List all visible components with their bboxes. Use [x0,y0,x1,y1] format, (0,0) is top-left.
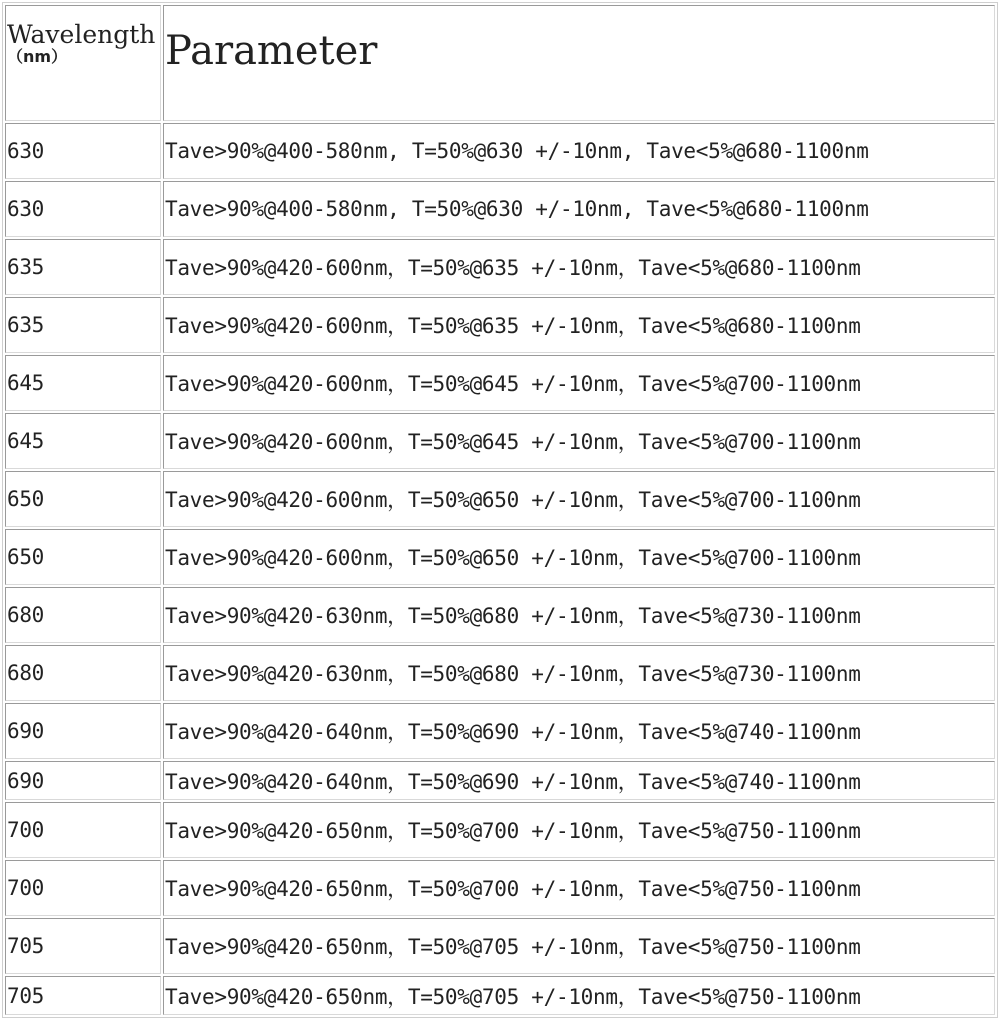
wavelength-cell: 690 [5,761,161,800]
wavelength-cell: 630 [5,123,161,179]
wavelength-header-unit: （nm） [7,47,68,66]
table-row [5,239,995,295]
wavelength-cell: 680 [5,645,161,701]
table-row [5,860,995,916]
table-row [5,703,995,759]
wavelength-cell: 635 [5,239,161,295]
wavelength-cell: 635 [5,297,161,353]
wavelength-cell: 690 [5,703,161,759]
table-row [5,181,995,237]
parameter-cell: Tave>90%@420-630nm，T=50%@680 +/-10nm，Tave<5%@730-1100nm [163,645,995,701]
parameter-cell: Tave>90%@420-640nm，T=50%@690 +/-10nm，Tave<5%@740-1100nm [163,703,995,759]
parameter-cell: Tave>90%@420-600nm，T=50%@650 +/-10nm，Tave<5%@700-1100nm [163,529,995,585]
parameter-cell: Tave>90%@420-600nm，T=50%@635 +/-10nm，Tave<5%@680-1100nm [163,297,995,353]
table-row [5,761,995,800]
table-header-row [5,5,995,121]
table-row [5,355,995,411]
parameter-cell: Tave>90%@420-650nm，T=50%@700 +/-10nm，Tave<5%@750-1100nm [163,802,995,858]
parameter-cell: Tave>90%@420-600nm，T=50%@645 +/-10nm，Tave<5%@700-1100nm [163,355,995,411]
wavelength-cell: 700 [5,802,161,858]
wavelength-header-label: Wavelength [7,20,156,49]
parameter-cell: Tave>90%@420-600nm，T=50%@635 +/-10nm，Tave<5%@680-1100nm [163,239,995,295]
parameter-cell: Tave>90%@420-600nm，T=50%@645 +/-10nm，Tave<5%@700-1100nm [163,413,995,469]
parameter-cell: Tave>90%@420-630nm，T=50%@680 +/-10nm，Tave<5%@730-1100nm [163,587,995,643]
table-row [5,645,995,701]
wavelength-cell: 705 [5,976,161,1015]
table-row [5,529,995,585]
wavelength-cell: 630 [5,181,161,237]
table-row [5,123,995,179]
wavelength-cell: 700 [5,860,161,916]
parameter-cell: Tave>90%@420-650nm，T=50%@700 +/-10nm，Tave<5%@750-1100nm [163,860,995,916]
parameter-header: Parameter [163,5,995,121]
wavelength-cell: 680 [5,587,161,643]
wavelength-cell: 645 [5,355,161,411]
table-row [5,976,995,1015]
wavelength-cell: 645 [5,413,161,469]
wavelength-header [5,5,161,121]
wavelength-cell: 705 [5,918,161,974]
parameter-cell: Tave>90%@420-640nm，T=50%@690 +/-10nm，Tave<5%@740-1100nm [163,761,995,800]
spec-table [2,2,998,1018]
wavelength-cell: 650 [5,471,161,527]
parameter-cell: Tave>90%@420-600nm，T=50%@650 +/-10nm，Tave<5%@700-1100nm [163,471,995,527]
parameter-cell: Tave>90%@420-650nm，T=50%@705 +/-10nm，Tave<5%@750-1100nm [163,976,995,1015]
parameter-cell: Tave>90%@420-650nm，T=50%@705 +/-10nm，Tave<5%@750-1100nm [163,918,995,974]
parameter-cell: Tave>90%@400-580nm, T=50%@630 +/-10nm, Tave<5%@680-1100nm [163,181,995,237]
table-row [5,471,995,527]
wavelength-cell: 650 [5,529,161,585]
table-row [5,802,995,858]
parameter-cell: Tave>90%@400-580nm, T=50%@630 +/-10nm, Tave<5%@680-1100nm [163,123,995,179]
table-row [5,587,995,643]
table-row [5,297,995,353]
table-row [5,918,995,974]
table-row [5,413,995,469]
